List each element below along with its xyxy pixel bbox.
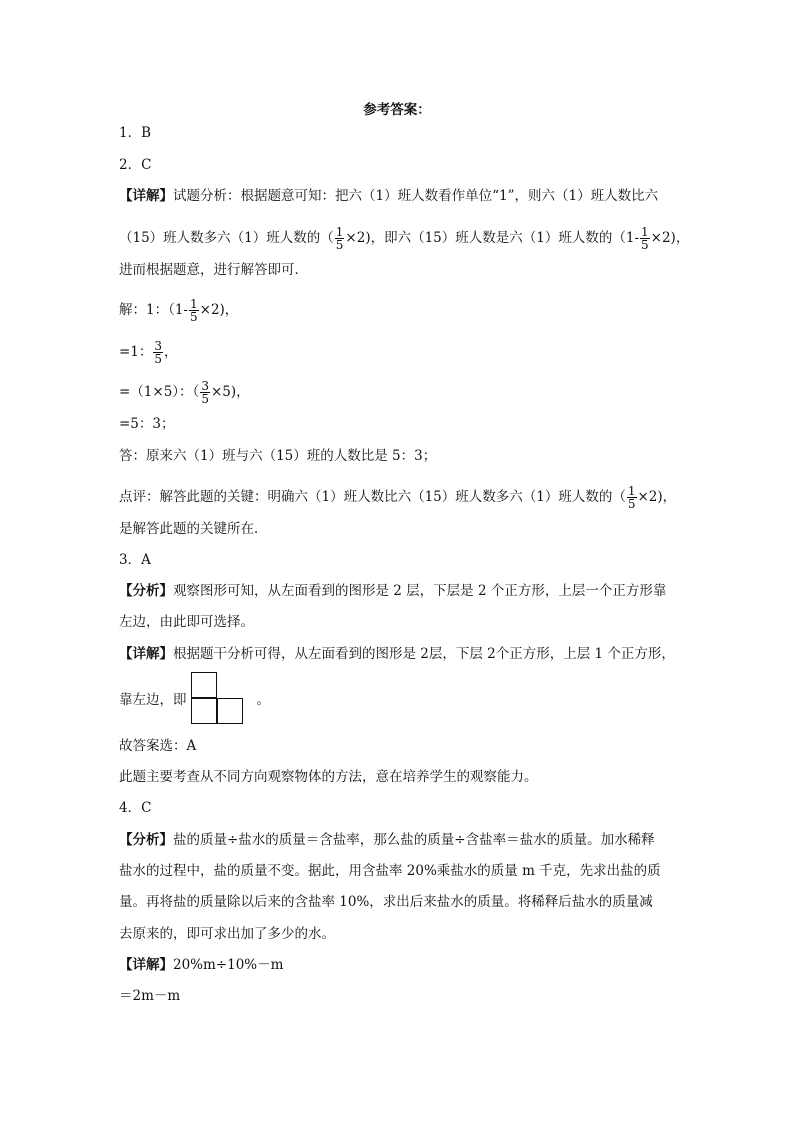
- comment-line-2: 是解答此题的关键所在．: [119, 521, 268, 537]
- text-segment: ×2)，: [637, 489, 677, 505]
- analysis-tag: 【分析】: [119, 583, 173, 599]
- square-bottom-left: [191, 698, 217, 724]
- analysis-text: 观察图形可知，从左面看到的图形是 2 层，下层是 2 个正方形，上层一个正方形靠: [173, 583, 667, 599]
- square-top: [191, 672, 217, 698]
- fraction: [153, 340, 163, 365]
- detail-text: 根据题干分析可得，从左面看到的图形是 2层，下层 2个正方形，上层 1 个正方形，: [173, 646, 675, 662]
- denominator: 5: [201, 392, 209, 406]
- detail-line-3: 进而根据题意，进行解答即可．: [119, 262, 308, 278]
- denominator: 5: [190, 310, 198, 324]
- detail-tag: 【详解】: [119, 957, 173, 973]
- numerator: 1: [335, 225, 344, 239]
- fraction: [200, 380, 210, 405]
- numerator: 1: [627, 484, 636, 498]
- analysis-4-line-3: 量。再将盐的质量除以后来的含盐率 10%，求出后来盐水的质量。将稀释后盐水的质量减: [119, 894, 653, 910]
- solution-line-4: =5：3；: [119, 416, 175, 432]
- answer-4: 4．C: [119, 800, 152, 816]
- text-segment: =1：: [119, 344, 153, 360]
- text-segment: 点评：解答此题的关键：明确六（1）班人数比六（15）班人数多六（1）班人数的（: [119, 489, 626, 505]
- numerator: 1: [641, 225, 649, 239]
- denominator: 5: [641, 238, 649, 252]
- answer-3: 3．A: [119, 552, 151, 568]
- comment-line-1: [119, 485, 676, 510]
- denominator: 5: [154, 352, 163, 366]
- detail-tag: 【详解】: [119, 188, 173, 204]
- summary-line: 此题主要考查从不同方向观察物体的方法，意在培养学生的观察能力。: [119, 769, 538, 785]
- analysis-4-line-4: 去原来的，即可求出加了多少的水。: [119, 926, 335, 942]
- text-segment: ，: [164, 344, 178, 360]
- fraction: [189, 298, 199, 323]
- detail-text: 试题分析：根据题意可知：把六（1）班人数看作单位“1”，则六（1）班人数比六: [173, 188, 659, 204]
- left-view-figure: [191, 672, 247, 726]
- analysis-4-line-1: [119, 832, 655, 848]
- answer-1: 1．B: [119, 125, 152, 141]
- text-segment: 解：1：（1-: [119, 302, 188, 318]
- answer-choice-line: 故答案选：A: [119, 738, 197, 754]
- detail-line-1: [119, 188, 658, 204]
- numerator: 3: [201, 379, 209, 393]
- detail-4-line-1: [119, 957, 283, 973]
- solution-line-3: [119, 380, 250, 405]
- text-segment: ×2)，: [199, 302, 239, 318]
- answer-2: 2．C: [119, 157, 152, 173]
- fraction: [640, 226, 650, 251]
- solution-line-2: [119, 340, 178, 365]
- detail-tag: 【详解】: [119, 646, 173, 662]
- text-segment: ×2)，: [650, 230, 690, 246]
- text-segment: 。: [256, 692, 270, 708]
- text-segment: ×5)，: [210, 384, 250, 400]
- text-segment: （15）班人数多六（1）班人数的（: [119, 230, 334, 246]
- numerator: 3: [154, 339, 163, 353]
- solution-line-1: [119, 298, 238, 323]
- text-segment: ×2)，即六（15）班人数是六（1）班人数的（1-: [345, 230, 640, 246]
- analysis-tag: 【分析】: [119, 832, 173, 848]
- analysis-line-2: 左边，由此即可选择。: [119, 614, 254, 630]
- detail-3-line-1: [119, 646, 675, 662]
- square-bottom-right: [217, 698, 243, 724]
- answer-title: 参考答案：: [363, 102, 431, 118]
- analysis-text: 盐的质量÷盐水的质量＝含盐率，那么盐的质量÷含盐率＝盐水的质量。加水稀释: [173, 832, 655, 848]
- denominator: 5: [627, 497, 636, 511]
- fraction: [335, 226, 345, 251]
- fraction: [627, 485, 637, 510]
- detail-line-2: [119, 226, 689, 251]
- numerator: 1: [190, 297, 198, 311]
- denominator: 5: [335, 238, 344, 252]
- analysis-line-1: [119, 583, 666, 599]
- analysis-4-line-2: 盐水的过程中，盐的质量不变。据此，用含盐率 20%乘盐水的质量 m 千克，先求出盐的质: [119, 863, 661, 879]
- solution-answer: 答：原来六（1）班与六（15）班的人数比是 5：3；: [119, 448, 437, 464]
- detail-text: 20%m÷10%－m: [173, 957, 284, 973]
- text-segment: 靠左边，即: [119, 692, 187, 708]
- detail-4-line-2: ＝2m－m: [119, 988, 181, 1004]
- text-segment: =（1×5）：（: [119, 384, 200, 400]
